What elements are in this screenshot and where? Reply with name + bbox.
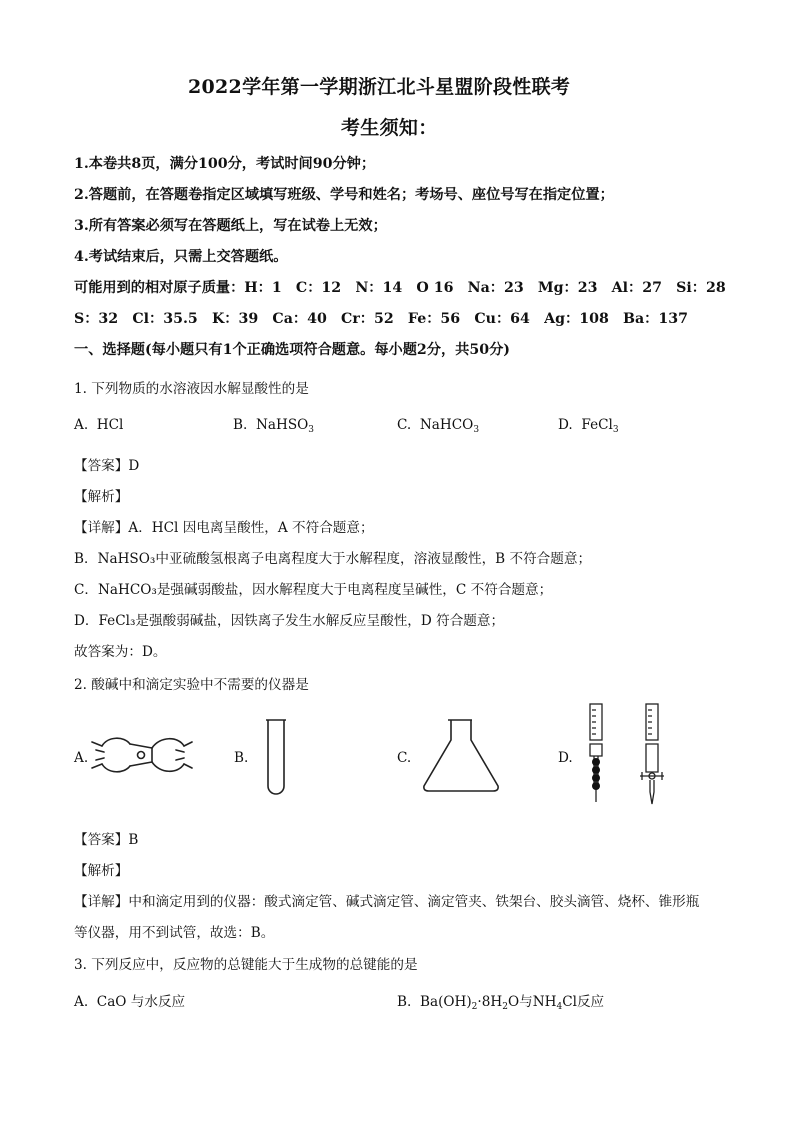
q1-option-c[interactable] [397, 417, 479, 435]
q2-answer: 【答案】B [74, 832, 139, 848]
q3-option-b[interactable] [397, 990, 604, 1012]
q1-answer: 【答案】D [74, 458, 140, 474]
option-subscript: 3 [612, 425, 619, 435]
option-letter: C. [397, 417, 412, 433]
option-subscript: 2 [471, 1002, 478, 1012]
notice-4: 4.考试结束后，只需上交答题纸。 [74, 249, 288, 265]
q1-option-d[interactable] [558, 417, 619, 435]
q1-option-a[interactable] [74, 417, 123, 433]
q2-detail-line: 【详解】中和滴定用到的仪器：酸式滴定管、碱式滴定管、滴定管夹、铁架台、胶头滴管、烧杯、锥形瓶 [74, 894, 700, 910]
atomic-mass-line-1: 可能用到的相对原子质量：H：1 C：12 N：14 O 16 Na：23 Mg：23 Al：27 Si：28 [74, 280, 726, 296]
option-letter: B. [397, 994, 412, 1010]
option-subscript: 2 [502, 1002, 508, 1012]
q1-detail-line: 【详解】A．HCl 因电离呈酸性，A 不符合题意； [74, 520, 374, 536]
q2-analysis-label: 【解析】 [74, 863, 129, 879]
q2-option-c-label[interactable]: C. [397, 750, 412, 766]
option-letter: A. [74, 994, 89, 1010]
option-formula: FeCl [581, 417, 613, 433]
q3-option-a[interactable] [74, 990, 185, 1010]
notice-heading: 考生须知： [341, 117, 438, 139]
q1-analysis-label: 【解析】 [74, 489, 129, 505]
q2-option-d-label[interactable]: D. [558, 750, 573, 766]
question-3-stem: 3. 下列反应中，反应物的总键能大于生成物的总键能的是 [74, 957, 418, 973]
option-subscript: 3 [473, 425, 480, 435]
option-text: CaO 与水反应 [96, 994, 186, 1010]
q1-option-b[interactable] [233, 417, 314, 435]
notice-1: 1.本卷共8页，满分100分，考试时间90分钟； [74, 156, 376, 172]
option-formula: NaHCO [419, 417, 474, 433]
notice-2: 2.答题前，在答题卷指定区域填写班级、学号和姓名；考场号、座位号写在指定位置； [74, 187, 614, 203]
notice-3: 3.所有答案必须写在答题纸上，写在试卷上无效； [74, 218, 387, 234]
option-formula: Ba(OH) [419, 994, 472, 1010]
q2-option-b-label[interactable]: B. [234, 750, 249, 766]
burettes-icon [584, 700, 674, 808]
q1-detail-line: B．NaHSO₃中亚硫酸氢根离子电离程度大于水解程度，溶液显酸性，B 不符合题意； [74, 551, 592, 567]
option-formula: HCl [96, 417, 124, 433]
option-formula: ·8H [477, 994, 503, 1010]
question-2-stem: 2. 酸碱中和滴定实验中不需要的仪器是 [74, 677, 309, 693]
option-formula: O与NH [507, 994, 557, 1010]
option-subscript: 4 [556, 1002, 563, 1012]
atomic-mass-line-2: S：32 Cl：35.5 K：39 Ca：40 Cr：52 Fe：56 Cu：64 Ag：108 Ba：137 [74, 311, 688, 327]
option-formula: NaHSO [255, 417, 309, 433]
q1-detail-line: C．NaHCO₃是强碱弱酸盐，因水解程度大于电离程度呈碱性，C 不符合题意； [74, 582, 553, 598]
question-1-stem: 1. 下列物质的水溶液因水解显酸性的是 [74, 381, 309, 397]
q1-detail-line: 故答案为：D。 [74, 644, 167, 660]
option-subscript: 3 [308, 425, 315, 435]
conical-flask-icon [420, 718, 502, 794]
section-heading: 一、选择题(每小题只有1个正确选项符合题意。每小题2分，共50分) [74, 342, 510, 358]
option-formula: Cl反应 [562, 994, 605, 1010]
test-tube-icon [262, 718, 290, 802]
q2-detail-line: 等仪器，用不到试管，故选：B。 [74, 925, 275, 941]
option-letter: A. [74, 417, 89, 433]
q1-detail-line: D．FeCl₃是强酸弱碱盐，因铁离子发生水解反应呈酸性，D 符合题意； [74, 613, 505, 629]
option-letter: D. [558, 417, 573, 433]
option-letter: B. [233, 417, 248, 433]
page-title: 2022学年第一学期浙江北斗星盟阶段性联考 [188, 76, 571, 98]
burette-clamp-icon [88, 728, 194, 782]
q2-option-a-label[interactable]: A. [74, 750, 89, 766]
